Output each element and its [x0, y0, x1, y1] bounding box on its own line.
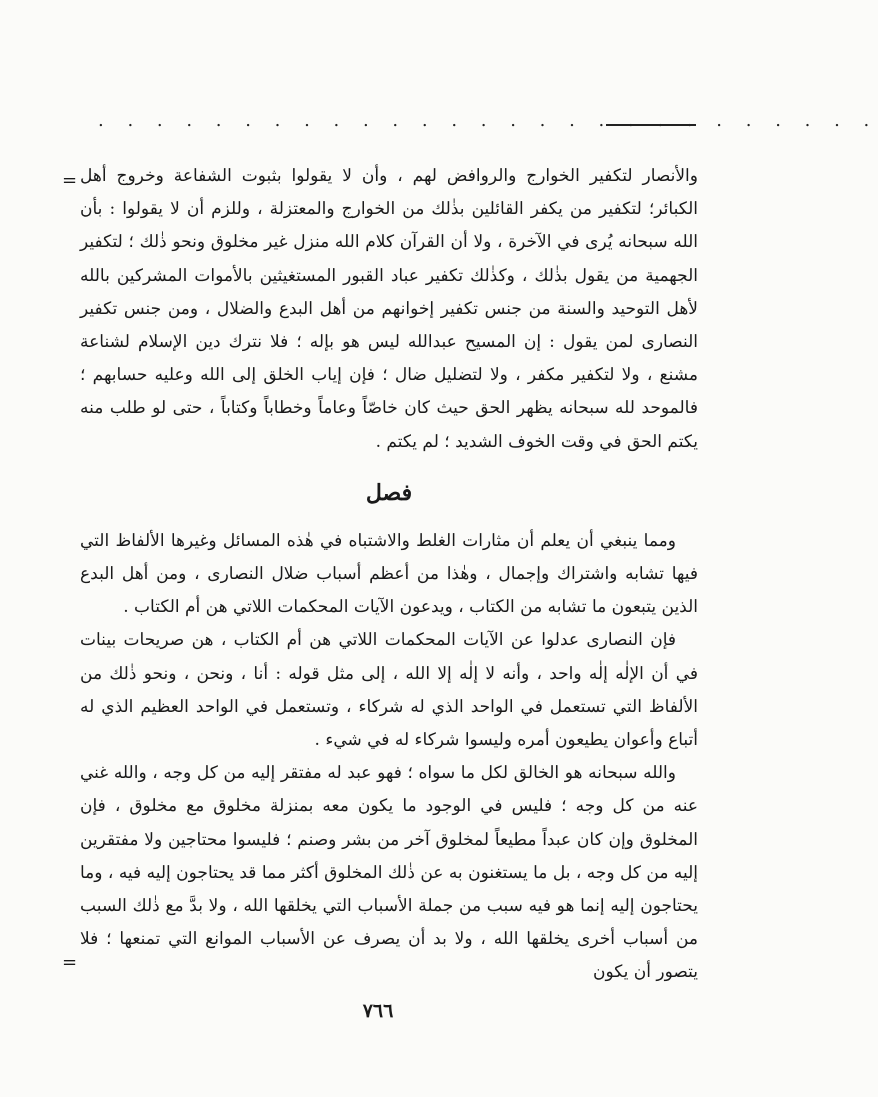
paragraph-4: والله سبحانه هو الخالق لكل ما سواه ؛ فهو عبد له مفتقر إليه من كل وجه ، والله غني عنه من كل وجه ؛ فليس في الوجود ما يكون معه بمنزلة مخلوق مع مخلوق ، فإن المخلوق وإن كان عبداً مطيعاً لمخلوق آخر من بشر وصنم ؛ فليسوا محتاجين ولا مفتقرين إليه من كل وجه ، بل ما يستغنون به عن ذٰلك المخلوق أكثر مما قد يحتاجون إليه فيه ، وما يحتاجون إليه إنما هو فيه سبب من جملة الأسباب التي يخلقها الله ، ولا بدَّ مع ذٰلك السبب من أسباب أخرى يخلقها الله ، ولا بد أن يصرف عن الأسباب الموانع التي تمنعها ؛ فلا يتصور أن يكون [80, 763, 698, 983]
continuation-mark-top: = [62, 170, 78, 191]
footnote-dots: . . . . . . . . . . . . . . . . . . . . . . . . . . . [98, 110, 878, 131]
paragraph-1: والأنصار لتكفير الخوارج والروافض لهم ، وأن لا يقولوا بثبوت الشفاعة وخروج أهل الكبائر؛ لتكفير من يكفر القائلين بذٰلك من الخوارج والمعتزلة ، وللزم أن لا يقولوا : بأن الله سبحانه يُرى في الآخرة ، ولا أن القرآن كلام الله منزل غير مخلوق ونحو ذٰلك ؛ لتكفير الجهمية من يقول بذٰلك ، وكذٰلك تكفير عباد القبور المستغيثين بالأموات المشركين بالله لأهل التوحيد والسنة من جنس تكفير إخوانهم من أهل البدع والضلال ، ومن جنس تكفير النصارى لمن يقول : إن المسيح عبدالله ليس هو بإله ؛ فلا نترك دين الإسلام لشناعة مشنع ، ولا لتكفير مكفر ، ولا لتضليل ضال ؛ فإن إياب الخلق إلى الله وعليه حسابهم ؛ فالموحد لله سبحانه يظهر الحق حيث كان خاصّاً وعاماً وخطاباً وكتاباً ، حتى لو طلب منه يكتم الحق في وقت الخوف الشديد ؛ لم يكتم . [80, 166, 698, 452]
continuation-mark-bottom: = [62, 952, 78, 973]
body-text [80, 160, 698, 990]
page-number: ٧٦٦ [362, 1000, 394, 1022]
section-heading: فصل [365, 479, 413, 506]
paragraph-3: فإن النصارى عدلوا عن الآيات المحكمات اللاتي هن أم الكتاب ، هن صريحات بينات في أن الإلٰه إلٰه واحد ، وأنه لا إلٰه إلا الله ، إلى مثل قوله : أنا ، ونحن ، ونحو ذٰلك من الألفاظ التي تستعمل في الواحد الذي له شركاء ، وتستعمل في الواحد العظيم الذي له أتباع وأعوان يطيعون أمره وليسوا شركاء له في شيء . [80, 630, 698, 751]
header-rule [606, 124, 696, 126]
paragraph-2: ومما ينبغي أن يعلم أن مثارات الغلط والاشتباه في هٰذه المسائل وغيرها الألفاظ التي فيها تشابه واشتراك وإجمال ، وهٰذا من أعظم أسباب ضلال النصارى ، ومن أهل البدع الذين يتبعون ما تشابه من الكتاب ، ويدعون الآيات المحكمات اللاتي هن أم الكتاب . [80, 530, 698, 618]
